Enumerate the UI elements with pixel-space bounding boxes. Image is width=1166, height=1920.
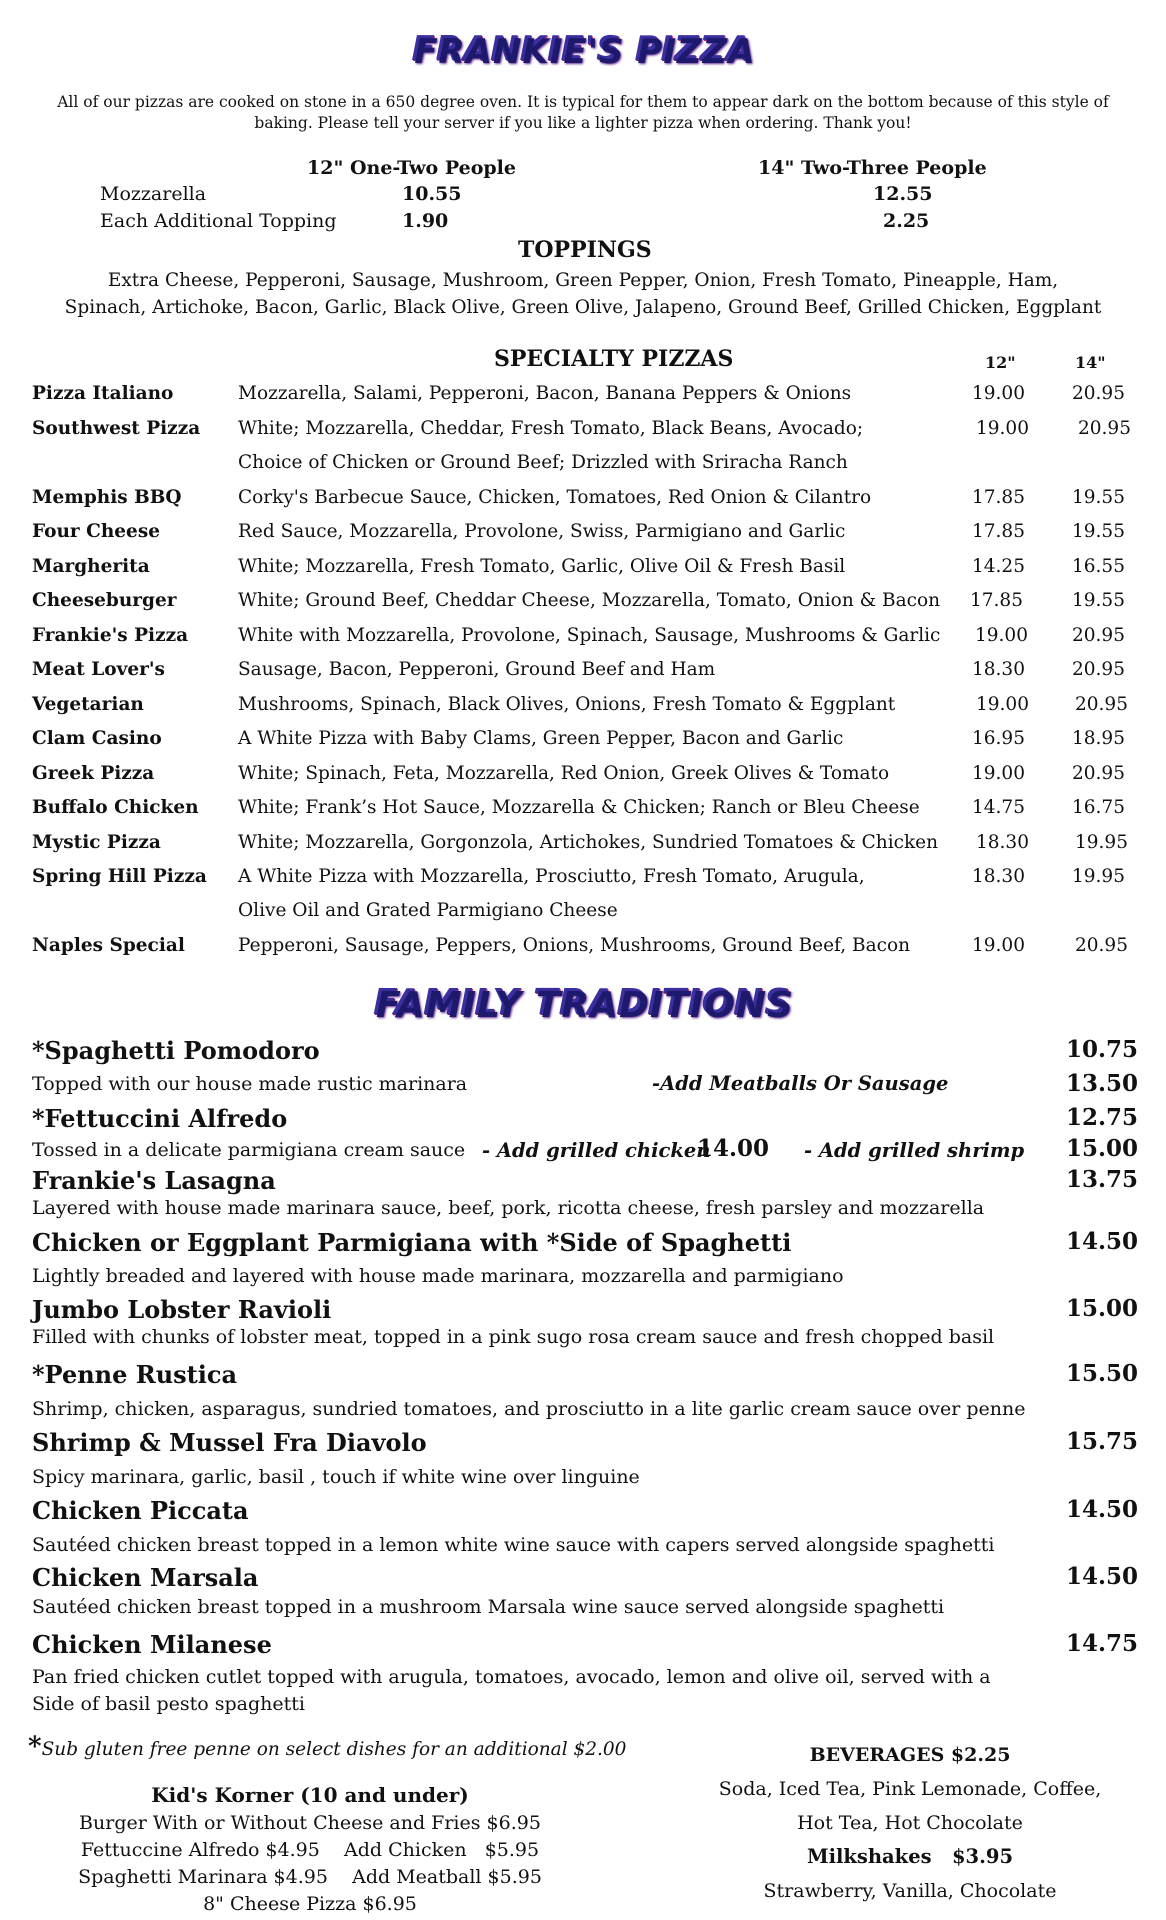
specialty-item-spring-hill [0, 866, 1166, 930]
beverages-title: BEVERAGES $2.25 [809, 1744, 1011, 1766]
item-price-14: 19.95 [1072, 866, 1125, 887]
item-desc-continued: Choice of Chicken or Ground Beef; Drizzled with Sriracha Ranch [238, 452, 848, 473]
item-price-14: 20.95 [1072, 659, 1125, 680]
item-price-12: 17.85 [972, 487, 1025, 508]
item-price-12: 18.30 [972, 659, 1025, 680]
parmigiana-price: 14.50 [1065, 1228, 1138, 1255]
specialty-item-four-cheese [0, 521, 1166, 551]
item-name: Southwest Pizza [32, 418, 201, 439]
item-desc: Corky's Barbecue Sauce, Chicken, Tomatoes, Red Onion & Cilantro [238, 487, 872, 508]
item-name: Frankie's Pizza [32, 625, 189, 646]
footnote-text: Sub gluten free penne on select dishes for an additional $2.00 [41, 1739, 627, 1760]
item-price-14: 20.95 [1075, 935, 1128, 956]
col-12-heading: 12" [985, 353, 1016, 372]
item-price-12: 18.30 [976, 832, 1029, 853]
pomodoro-name: *Spaghetti Pomodoro [32, 1036, 320, 1065]
ravioli-name: Jumbo Lobster Ravioli [32, 1295, 332, 1324]
topping-price-14: 2.25 [883, 210, 930, 232]
beverages-line: Hot Tea, Hot Chocolate [797, 1812, 1023, 1834]
topping-label: Each Additional Topping [100, 210, 337, 232]
specialty-item-margherita [0, 556, 1166, 586]
item-desc: Mozzarella, Salami, Pepperoni, Bacon, Banana Peppers & Onions [238, 383, 852, 404]
intro-text: All of our pizzas are cooked on stone in a 650 degree oven. It is typical for them to appear dark on the bottom because of this style of baking. Please tell your server if you like a lighter pizza when ordering. Thank you! [57, 93, 1109, 132]
specialty-item-pizza-italiano [0, 383, 1166, 413]
beverages-line: Soda, Iced Tea, Pink Lemonade, Coffee, [718, 1778, 1102, 1800]
alfredo-desc: Tossed in a delicate parmigiana cream sauce [32, 1139, 466, 1161]
item-name: Meat Lover's [32, 659, 165, 680]
item-name: Pizza Italiano [32, 383, 174, 404]
item-price-14: 20.95 [1075, 694, 1128, 715]
milkshakes-title: Milkshakes $3.95 [806, 1845, 1014, 1868]
topping-price-12: 1.90 [402, 210, 449, 232]
specialty-item-greek-pizza [0, 763, 1166, 793]
item-name: Mystic Pizza [32, 832, 161, 853]
gluten-free-note [28, 1732, 626, 1762]
item-price-14: 16.75 [1072, 797, 1125, 818]
toppings-list [30, 267, 1136, 321]
specialty-item-cheeseburger [0, 590, 1166, 620]
item-desc: White; Mozzarella, Fresh Tomato, Garlic, Olive Oil & Fresh Basil [238, 556, 846, 577]
kids-title: Kid's Korner (10 and under) [151, 1783, 469, 1807]
fra-diavolo-desc: Spicy marinara, garlic, basil , touch if white wine over linguine [32, 1466, 640, 1488]
item-name: Spring Hill Pizza [32, 866, 207, 887]
alfredo-addon-shrimp: - Add grilled shrimp [804, 1139, 1025, 1162]
item-desc: Mushrooms, Spinach, Black Olives, Onions, Fresh Tomato & Eggplant [238, 694, 896, 715]
lasagna-price: 13.75 [1065, 1166, 1138, 1193]
item-price-12: 16.95 [972, 728, 1025, 749]
pomodoro-addon: -Add Meatballs Or Sausage [652, 1072, 949, 1095]
item-price-12: 14.25 [972, 556, 1025, 577]
specialty-item-meat-lovers [0, 659, 1166, 689]
toppings-heading: TOPPINGS [518, 237, 652, 263]
fra-diavolo-name: Shrimp & Mussel Fra Diavolo [32, 1428, 427, 1457]
item-price-12: 18.30 [972, 866, 1025, 887]
milanese-name: Chicken Milanese [32, 1630, 272, 1659]
item-desc: White; Mozzarella, Gorgonzola, Artichokes, Sundried Tomatoes & Chicken [238, 832, 939, 853]
item-name: Memphis BBQ [32, 487, 182, 508]
marsala-desc: Sautéed chicken breast topped in a mushroom Marsala wine sauce served alongside spaghetti [32, 1596, 945, 1618]
kids-line: Burger With or Without Cheese and Fries $6.95 [79, 1812, 541, 1834]
ravioli-price: 15.00 [1065, 1295, 1138, 1322]
kids-korner [60, 1780, 560, 1918]
milanese-price: 14.75 [1065, 1630, 1138, 1657]
item-desc: Sausage, Bacon, Pepperoni, Ground Beef and Ham [238, 659, 716, 680]
item-desc: Red Sauce, Mozzarella, Provolone, Swiss, Parmigiano and Garlic [238, 521, 846, 542]
marsala-price: 14.50 [1065, 1563, 1138, 1590]
item-price-14: 19.55 [1072, 521, 1125, 542]
specialty-item-buffalo-chicken [0, 797, 1166, 827]
item-price-12: 17.85 [970, 590, 1023, 611]
piccata-price: 14.50 [1065, 1496, 1138, 1523]
specialty-item-mystic-pizza [0, 832, 1166, 862]
item-price-14: 19.55 [1072, 487, 1125, 508]
item-desc: White; Spinach, Feta, Mozzarella, Red Onion, Greek Olives & Tomato [238, 763, 890, 784]
item-name: Vegetarian [32, 694, 144, 715]
size-14-heading: 14" Two-Three People [758, 157, 987, 179]
item-price-14: 20.95 [1072, 625, 1125, 646]
penne-price: 15.50 [1065, 1360, 1138, 1387]
item-name: Naples Special [32, 935, 185, 956]
item-price-14: 19.95 [1075, 832, 1128, 853]
lasagna-name: Frankie's Lasagna [32, 1166, 276, 1195]
lasagna-desc: Layered with house made marinara sauce, beef, pork, ricotta cheese, fresh parsley and mozzarella [32, 1197, 985, 1219]
pomodoro-addon-price: 13.50 [1065, 1070, 1138, 1097]
item-price-14: 20.95 [1078, 418, 1131, 439]
specialty-item-memphis-bbq [0, 487, 1166, 517]
item-desc-continued: Olive Oil and Grated Parmigiano Cheese [238, 900, 618, 921]
alfredo-price: 12.75 [1065, 1104, 1138, 1131]
piccata-desc: Sautéed chicken breast topped in a lemon white wine sauce with capers served alongside spaghetti [32, 1534, 995, 1556]
milanese-desc-continued: Side of basil pesto spaghetti [32, 1693, 305, 1715]
fra-diavolo-price: 15.75 [1065, 1428, 1138, 1455]
item-price-14: 19.55 [1072, 590, 1125, 611]
specialty-item-southwest [0, 418, 1166, 482]
specialty-item-vegetarian [0, 694, 1166, 724]
alfredo-addon-chicken: - Add grilled chicken [482, 1139, 711, 1162]
marsala-name: Chicken Marsala [32, 1563, 259, 1592]
item-price-12: 19.00 [972, 763, 1025, 784]
item-price-14: 20.95 [1072, 383, 1125, 404]
beverages [700, 1738, 1120, 1908]
item-price-12: 19.00 [975, 625, 1028, 646]
specialty-item-clam-casino [0, 728, 1166, 758]
penne-desc: Shrimp, chicken, asparagus, sundried tomatoes, and prosciutto in a lite garlic cream sauce over penne [32, 1398, 1026, 1420]
parmigiana-desc: Lightly breaded and layered with house made marinara, mozzarella and parmigiano [32, 1265, 844, 1287]
size-12-heading: 12" One-Two People [307, 157, 516, 179]
specialty-heading: SPECIALTY PIZZAS [494, 346, 734, 372]
specialty-item-naples-special [0, 935, 1166, 965]
item-desc: A White Pizza with Baby Clams, Green Pepper, Bacon and Garlic [238, 728, 844, 749]
item-name: Margherita [32, 556, 150, 577]
item-name: Cheeseburger [32, 590, 177, 611]
toppings-line-1: Extra Cheese, Pepperoni, Sausage, Mushroom, Green Pepper, Onion, Fresh Tomato, Pineapple, Ham, [107, 270, 1059, 291]
item-desc: White; Frank’s Hot Sauce, Mozzarella & Chicken; Ranch or Bleu Cheese [238, 797, 920, 818]
mozzarella-price-12: 10.55 [402, 183, 462, 205]
alfredo-name: *Fettuccini Alfredo [32, 1104, 288, 1133]
kids-line: Fettuccine Alfredo $4.95 Add Chicken $5.95 [80, 1839, 540, 1861]
item-name: Clam Casino [32, 728, 162, 749]
col-14-heading: 14" [1075, 353, 1106, 372]
item-price-12: 19.00 [976, 418, 1029, 439]
item-desc: A White Pizza with Mozzarella, Prosciutto, Fresh Tomato, Arugula, [238, 866, 865, 887]
penne-name: *Penne Rustica [32, 1360, 238, 1389]
item-price-14: 18.95 [1072, 728, 1125, 749]
parmigiana-name: Chicken or Eggplant Parmigiana with *Side of Spaghetti [32, 1228, 792, 1257]
family-traditions-banner: FAMILY TRADITIONS [374, 983, 792, 1024]
pomodoro-desc: Topped with our house made rustic marinara [32, 1073, 468, 1095]
page-title: FRANKIE'S PIZZA [412, 30, 754, 70]
ravioli-desc: Filled with chunks of lobster meat, topped in a pink sugo rosa cream sauce and fresh chopped basil [32, 1326, 995, 1348]
item-price-14: 16.55 [1072, 556, 1125, 577]
item-price-12: 19.00 [976, 694, 1029, 715]
mozzarella-label: Mozzarella [100, 183, 207, 205]
item-price-12: 17.85 [972, 521, 1025, 542]
milanese-desc: Pan fried chicken cutlet topped with arugula, tomatoes, avocado, lemon and olive oil, served with a [32, 1666, 991, 1688]
item-desc: White; Mozzarella, Cheddar, Fresh Tomato, Black Beans, Avocado; [238, 418, 864, 439]
item-desc: White; Ground Beef, Cheddar Cheese, Mozzarella, Tomato, Onion & Bacon [238, 590, 941, 611]
alfredo-addon-chicken-price: 14.00 [697, 1135, 770, 1162]
item-price-12: 14.75 [972, 797, 1025, 818]
milkshakes-flavors: Strawberry, Vanilla, Chocolate [763, 1880, 1057, 1902]
pomodoro-price: 10.75 [1065, 1036, 1138, 1063]
kids-line: Spaghetti Marinara $4.95 Add Meatball $5.95 [78, 1866, 542, 1888]
specialty-item-frankies-pizza [0, 625, 1166, 655]
piccata-name: Chicken Piccata [32, 1496, 249, 1525]
item-price-14: 20.95 [1072, 763, 1125, 784]
item-price-12: 19.00 [972, 935, 1025, 956]
item-price-12: 19.00 [972, 383, 1025, 404]
item-desc: Pepperoni, Sausage, Peppers, Onions, Mushrooms, Ground Beef, Bacon [238, 935, 911, 956]
item-name: Buffalo Chicken [32, 797, 199, 818]
item-desc: White with Mozzarella, Provolone, Spinach, Sausage, Mushrooms & Garlic [238, 625, 941, 646]
item-name: Four Cheese [32, 521, 161, 542]
footnote-star: * [28, 1732, 42, 1762]
alfredo-addon-shrimp-price: 15.00 [1065, 1135, 1138, 1162]
toppings-line-2: Spinach, Artichoke, Bacon, Garlic, Black Olive, Green Olive, Jalapeno, Ground Beef, Grilled Chicken, Eggplant [64, 297, 1102, 318]
kids-line: 8" Cheese Pizza $6.95 [203, 1893, 417, 1915]
item-name: Greek Pizza [32, 763, 155, 784]
mozzarella-price-14: 12.55 [873, 183, 933, 205]
